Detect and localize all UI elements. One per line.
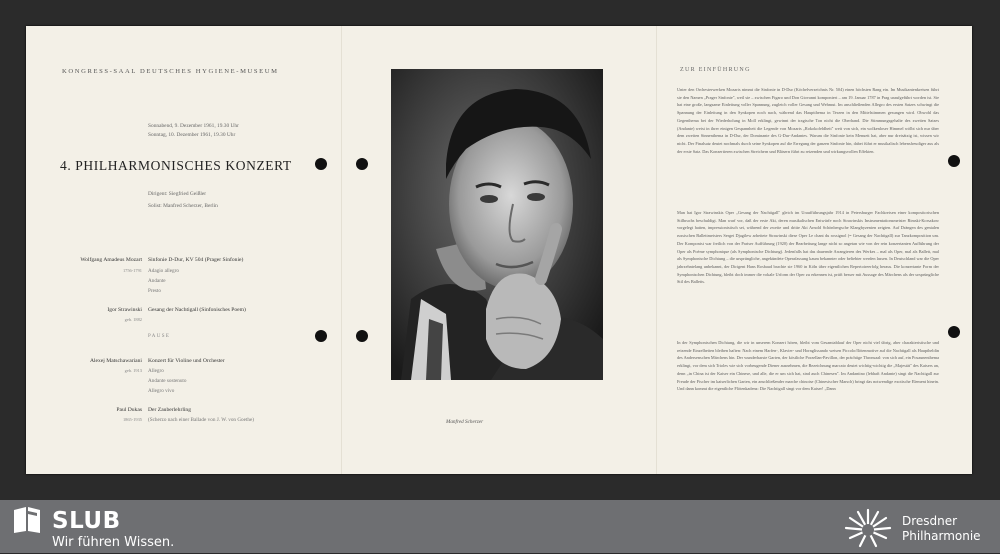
program-years-block <box>26 317 142 325</box>
punch-hole <box>356 158 368 170</box>
concert-date: Sonntag, 10. Dezember 1961, 19.30 Uhr <box>148 132 236 138</box>
movement: Allegro vivo <box>148 388 175 394</box>
intermission-label: PAUSE <box>148 334 171 339</box>
soloist-line: Solist: Manfred Scherzer, Berlin <box>148 203 218 209</box>
introduction-heading: ZUR EINFÜHRUNG <box>680 67 751 73</box>
program-leaflet <box>26 26 972 474</box>
library-name[interactable]: SLUB <box>52 508 121 534</box>
venue-heading: KONGRESS-SAAL DEUTSCHES HYGIENE-MUSEUM <box>62 68 279 75</box>
movement: Andante sostenuto <box>148 378 187 384</box>
composer-name: Igor Strawinski <box>107 307 142 313</box>
composer-name: Wolfgang Amadeus Mozart <box>80 257 142 263</box>
punch-hole <box>356 330 368 342</box>
intro-paragraph: In der Symphonischen Dichtung, die wir in unserem Konzert hören, bleibt vom Gesamtablauf der Oper nicht viel übrig, aber charakteristische und reizende Einzelheiten bleiben haften: Nach einem Harfen-, Klavier- und Hornglissando weisen Piccolo/flötenmotive auf die Nachtigall als Hauptheldin des Andersenschen Märchens hin. Der wunderbarste Garten, der köstliche Porzellan-Pavillon, der prächtige Thronsaal: von sich auf, ein Posaunenthema erklingt, vor dem sich Trioles wie sich vorbeugende Diener ausnehmen, die Bezeichnung marcato deutet wichtig-wichtig die „Majestät" des Kaisers an, denn „in China ist der Kaiser ein Chinese, und alle, die er um sich hat, sind auch Chinesen". Im Andantino (lebhaft Andante) singt die Nachtigall zur Freude der Fischer im kaiserlichen Garten, ein anschließender marche chinoise (Chinesischer Marsch) bringt das notwendige exotische Element hinein. Und dann kommt die eigentliche Flötenkadenz: Die Nachtigall singt vor dem Kaiser! „Dann <box>677 340 939 392</box>
concert-date: Sonnabend, 9. Dezember 1961, 19.30 Uhr <box>148 123 239 129</box>
punch-hole <box>948 326 960 338</box>
movement: Adagio allegro <box>148 268 179 274</box>
soloist-portrait-photo <box>391 69 603 380</box>
composer-years: 1756-1791 <box>122 268 142 273</box>
partner-name-line1: Dresdner <box>902 514 958 528</box>
punch-hole <box>315 158 327 170</box>
movement: Andante <box>148 278 166 284</box>
concert-title: 4. PHILHARMONISCHES KONZERT <box>60 158 292 173</box>
movement: Presto <box>148 288 161 294</box>
slub-logo-icon[interactable] <box>12 506 42 534</box>
composer-years: geb. 1913 <box>124 368 142 373</box>
punch-hole <box>948 155 960 167</box>
photo-caption: Manfred Scherzer <box>446 419 484 425</box>
movement: Allegro <box>148 368 164 374</box>
intro-paragraph: Unter den Orchesterwerken Mozarts nimmt die Sinfonie in D-Dur (Köchelverzeichnis Nr. 504) einen höchsten Rang ein. Im Musikantenkreisen führt sie den Namen „Prager Sinfonie", weil sie – zwischen Figaro und Don Giovanni komponiert – am 19. Januar 1787 in Prag uraufgeführt worden ist. Sie hat eine große, langsame Einleitung voller Spannung, zugleich voller Gesang und Wehmut. Im anschließenden Allegro des ersten Satzes schwingt die Spannung der Einleitung in den Synkopen noch nach, während das Hauptthema in Terzen in den Mittelstimmen gesungen wird. Obwohl das Gegenthema bei der Wiederholung in Moll erklingt, gewinnt der tragische Ton nicht die Oberhand. Die Stimmungsgehalte des zweiten Satzes (Andante) weist in ihrer einigen Gespannheit die Legende von Mozarts „Rokokofeldheit" weit von sich, ein wolkenloser Himmel wölbt sich nur über dem zweiten Sinnenthema in D-Dur, der Dominante des G-Dur-Andantes. Warum die Sinfonie kein Menuett hat, aber nur dreisätzig ist, wissen wir nicht. Der Finalsatz deutet nochmals durch seine Synkopen auf die Erregung der ganzen Sinfonie hin, dabei führt er musikalisch lebensfreudiger aus als der erste Satz. Das Konzertieren zwischen Streichern und Bläsern führt zu reizenden und wirkungsvollen Effekten. <box>677 87 939 154</box>
work-title: Sinfonie D-Dur, KV 504 (Prager Sinfonie) <box>148 257 244 263</box>
fold-line-right <box>656 26 657 474</box>
dresdner-philharmonie-logo-icon[interactable] <box>842 504 894 550</box>
work-title: Gesang der Nachtigall (Sinfonisches Poem) <box>148 307 246 313</box>
composer-years: geb. 1882 <box>124 317 142 322</box>
composer-years: 1865-1935 <box>122 417 142 422</box>
conductor-line: Dirigent: Siegfried Geißler <box>148 191 207 197</box>
library-tagline: Wir führen Wissen. <box>52 535 175 550</box>
work-title: Der Zauberlehrling <box>148 407 192 413</box>
composer-name: Alexej Matschawariani <box>89 358 142 364</box>
program-years-block <box>26 368 142 376</box>
composer-name: Paul Dukas <box>116 407 142 413</box>
work-subtitle: (Scherzo nach einer Ballade von J. W. von Goethe) <box>148 417 255 423</box>
program-years-block <box>26 268 142 276</box>
intro-paragraph: Man hat Igor Strawinskis Oper „Gesang der Nachtigall" gleich im Uraufführungsjahr 1914 in Petersburger Fachkreisen einer kompositorischen Stilbruchs beschuldigt. Man warf vor, daß der erste Akt, deren musikalischen Entwürfe noch Strawinskis Instrumentationsmeister Rimski-Korsakow vorgelegt hatten, impressionistisch sei, während der zweite und dritte Akt Arnold Schönbergsche Klangbyzenien zeigten. Auf Drängen des genialen russischen Ballettmeisters Sergei Djagilew arbeitete Strawinski diese Oper Le chant du rossignol (= Gesang der Nachtigall) zur Tanzkomposition um. Der Komponist war freilich von der Pariser Aufführung (1920) der Bearbeitung lange nicht so angetan wie von der rein konzertanten Aufführung der Oper als Poème symphonique (als Symphonische Dichtung). Jedenfalls hat das dauernde Arrangieren des Werkes – mal als Oper, mal als Ballett, mal als Symphonische Dichtung – die ursprüngliche, angekündete Operafassung kaum bekannter oder beliebter werden lassen. In Deutschland war die Oper jahrzehntelang unbekannt, der Dirigent Hans Rosbaud brachte sie 1960 in Köln über eigentlichen Repertoireerfolg heraus. Die konzertante Form der Symphonischen Dichtung, bleibt doch immer die vokale Urform der Oper zu erkennen ist, prüft besser mit Aussage des Märchens als der ursprüngliche Stil des Balletts. <box>677 210 939 285</box>
punch-hole <box>315 330 327 342</box>
program-years-block <box>26 417 142 425</box>
work-title: Konzert für Violine und Orchester <box>148 358 225 364</box>
partner-name-line2: Philharmonie <box>902 529 981 543</box>
fold-line-left <box>341 26 342 474</box>
